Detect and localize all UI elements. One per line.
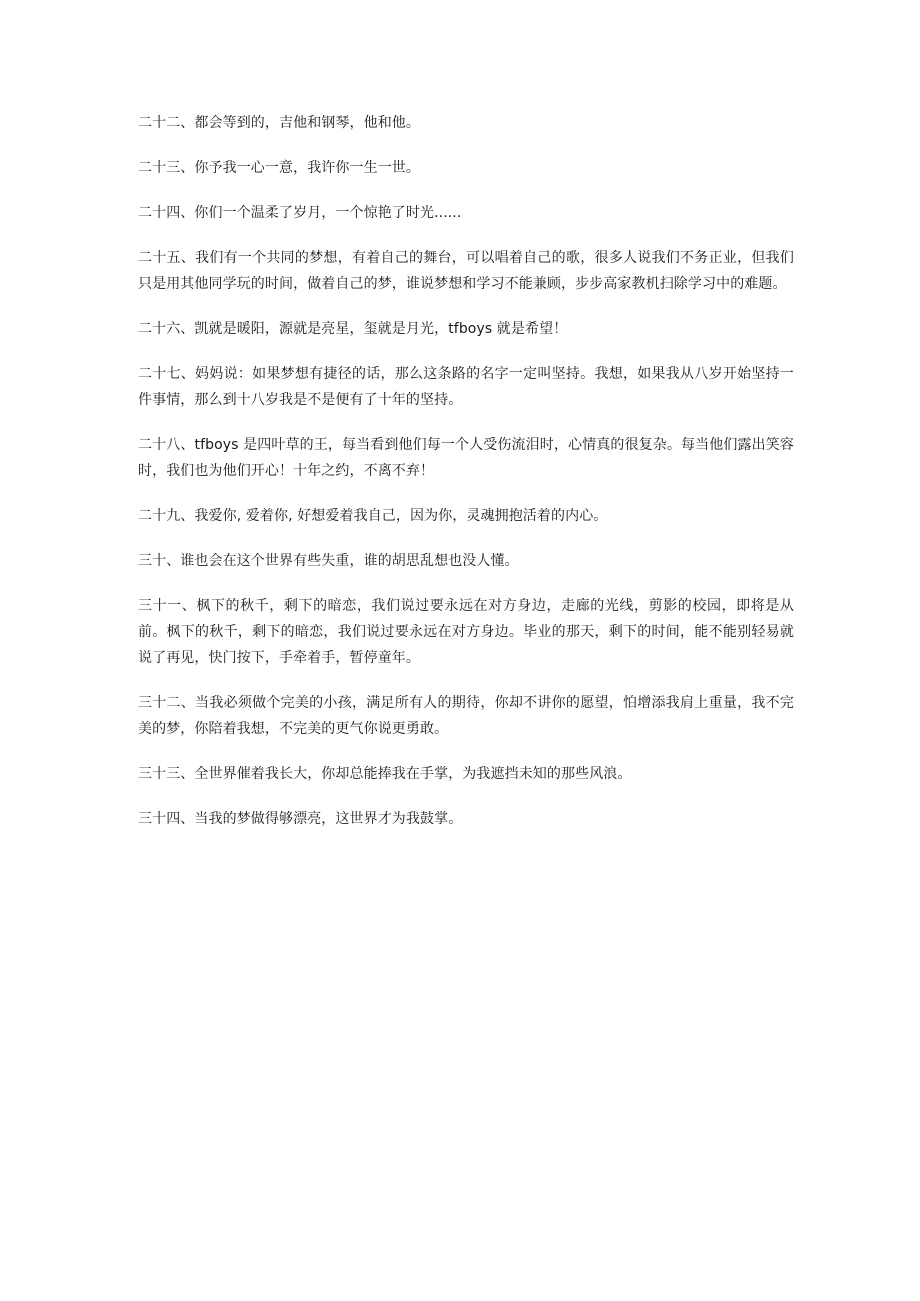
paragraph-32: 三十二、当我必须做个完美的小孩，满足所有人的期待，你却不讲你的愿望，怕增添我肩上重量，我不完美的梦，你陪着我想，不完美的更气你说更勇敢。 (138, 695, 794, 737)
paragraph-33: 三十三、全世界催着我长大，你却总能捧我在手掌，为我遮挡未知的那些风浪。 (138, 766, 632, 782)
paragraph-26: 二十六、凯就是暖阳，源就是亮星，玺就是月光，tfboys 就是希望！ (138, 321, 568, 337)
paragraph-29: 二十九、我爱你, 爱着你, 好想爱着我自己，因为你，灵魂拥抱活着的内心。 (138, 508, 608, 524)
paragraph-30: 三十、谁也会在这个世界有些失重，谁的胡思乱想也没人懂。 (138, 553, 519, 569)
paragraph-31: 三十一、枫下的秋千，剩下的暗恋，我们说过要永远在对方身边，走廊的光线，剪影的校园，即将是从前。枫下的秋千，剩下的暗恋，我们说过要永远在对方身边。毕业的那天，剩下的时间，能不能别轻易就说了再见，快门按下，手牵着手，暂停童年。 (138, 598, 794, 666)
paragraph-34: 三十四、当我的梦做得够漂亮，这世界才为我鼓掌。 (138, 811, 463, 827)
paragraph-24: 二十四、你们一个温柔了岁月，一个惊艳了时光...... (138, 205, 462, 221)
paragraph-28: 二十八、tfboys 是四叶草的王，每当看到他们每一个人受伤流泪时，心情真的很复杂。每当他们露出笑容时，我们也为他们开心！十年之约，不离不弃！ (138, 437, 794, 479)
document-body (138, 110, 794, 851)
paragraph-25: 二十五、我们有一个共同的梦想，有着自己的舞台，可以唱着自己的歌，很多人说我们不务正业，但我们只是用其他同学玩的时间，做着自己的梦，谁说梦想和学习不能兼顾，步步高家教机扫除学习中的难题。 (138, 250, 794, 292)
paragraph-27: 二十七、妈妈说：如果梦想有捷径的话，那么这条路的名字一定叫坚持。我想，如果我从八岁开始坚持一件事情，那么到十八岁我是不是便有了十年的坚持。 (138, 366, 794, 408)
paragraph-23: 二十三、你予我一心一意，我许你一生一世。 (138, 160, 420, 176)
paragraph-22: 二十二、都会等到的，吉他和钢琴，他和他。 (138, 115, 420, 131)
